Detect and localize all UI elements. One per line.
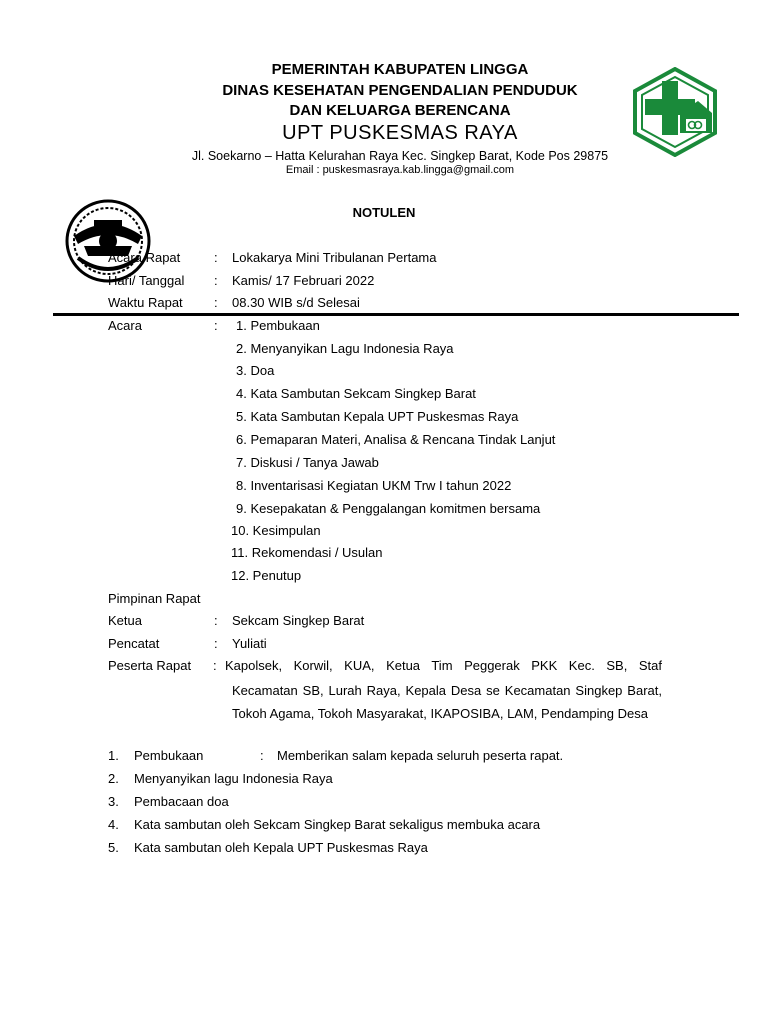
agenda-item: 2. Menyanyikan Lagu Indonesia Raya: [236, 341, 454, 356]
field-value: Kamis/ 17 Februari 2022: [232, 273, 375, 288]
item-text: Pembukaan: [134, 748, 204, 763]
puskesmas-logo-icon: [632, 67, 718, 157]
field-value: Lokakarya Mini Tribulanan Pertama: [232, 250, 437, 265]
agenda-item: 11. Rekomendasi / Usulan: [231, 545, 383, 560]
agenda-item: 7. Diskusi / Tanya Jawab: [236, 455, 379, 470]
field-label: Ketua: [108, 613, 142, 628]
agenda-item: 1. Pembukaan: [236, 318, 320, 333]
item-number: 3.: [108, 794, 119, 809]
regency-emblem-icon: [64, 198, 152, 284]
header-government: PEMERINTAH KABUPATEN LINGGA: [271, 61, 529, 78]
field-label: Pencatat: [108, 636, 160, 651]
field-label: Waktu Rapat: [108, 295, 183, 310]
agenda-item: 3. Doa: [236, 363, 275, 378]
item-number: 2.: [108, 771, 119, 786]
header-department-cont: DAN KELUARGA BERENCANA: [289, 102, 511, 119]
field-label: Acara Rapat: [108, 250, 181, 265]
item-text: Menyanyikan lagu Indonesia Raya: [134, 771, 333, 786]
item-separator: :: [260, 748, 264, 763]
field-separator: :: [214, 318, 218, 333]
item-number: 1.: [108, 748, 119, 763]
field-value: Kapolsek, Korwil, KUA, Ketua Tim Peggerak PKK Kec. SB, Staf: [225, 658, 662, 673]
agenda-item: 8. Inventarisasi Kegiatan UKM Trw I tahun 2022: [236, 478, 512, 493]
peserta-continuation: Kecamatan SB, Lurah Raya, Kepala Desa se Kecamatan Singkep Barat, Tokoh Agama, Tokoh Masyarakat, IKAPOSIBA, LAM, Pendamping Desa: [232, 683, 662, 721]
field-value: Yuliati: [232, 636, 267, 651]
field-separator: :: [214, 613, 218, 628]
field-separator: :: [213, 658, 217, 673]
item-number: 5.: [108, 840, 119, 855]
field-label: Peserta Rapat: [108, 658, 192, 673]
item-detail: Memberikan salam kepada seluruh peserta rapat.: [277, 748, 564, 763]
item-text: Pembacaan doa: [134, 794, 229, 809]
field-value: Sekcam Singkep Barat: [232, 613, 365, 628]
agenda-item: 12. Penutup: [231, 568, 302, 583]
document-title: NOTULEN: [352, 205, 416, 220]
header-email: Email : puskesmasraya.kab.lingga@gmail.com: [285, 164, 515, 176]
field-separator: :: [214, 636, 218, 651]
item-text: Kata sambutan oleh Sekcam Singkep Barat sekaligus membuka acara: [134, 817, 541, 832]
header-divider: [53, 313, 739, 316]
field-label: Acara: [108, 318, 142, 333]
agenda-item: 6. Pemaparan Materi, Analisa & Rencana Tindak Lanjut: [236, 432, 556, 447]
header-address: Jl. Soekarno – Hatta Kelurahan Raya Kec. Singkep Barat, Kode Pos 29875: [191, 149, 609, 163]
header-institution: UPT PUSKESMAS RAYA: [282, 122, 518, 144]
item-text: Kata sambutan oleh Kepala UPT Puskesmas Raya: [134, 840, 428, 855]
item-number: 4.: [108, 817, 119, 832]
section-heading: Pimpinan Rapat: [108, 591, 201, 606]
field-value: 08.30 WIB s/d Selesai: [232, 295, 360, 310]
field-separator: :: [214, 295, 218, 310]
agenda-item: 5. Kata Sambutan Kepala UPT Puskesmas Raya: [236, 409, 519, 424]
header-department: DINAS KESEHATAN PENGENDALIAN PENDUDUK: [222, 82, 578, 99]
agenda-item: 9. Kesepakatan & Penggalangan komitmen bersama: [236, 501, 541, 516]
agenda-item: 4. Kata Sambutan Sekcam Singkep Barat: [236, 386, 476, 401]
agenda-item: 10. Kesimpulan: [231, 523, 321, 538]
field-separator: :: [214, 250, 218, 265]
field-separator: :: [214, 273, 218, 288]
field-label: Hari/ Tanggal: [108, 273, 185, 288]
